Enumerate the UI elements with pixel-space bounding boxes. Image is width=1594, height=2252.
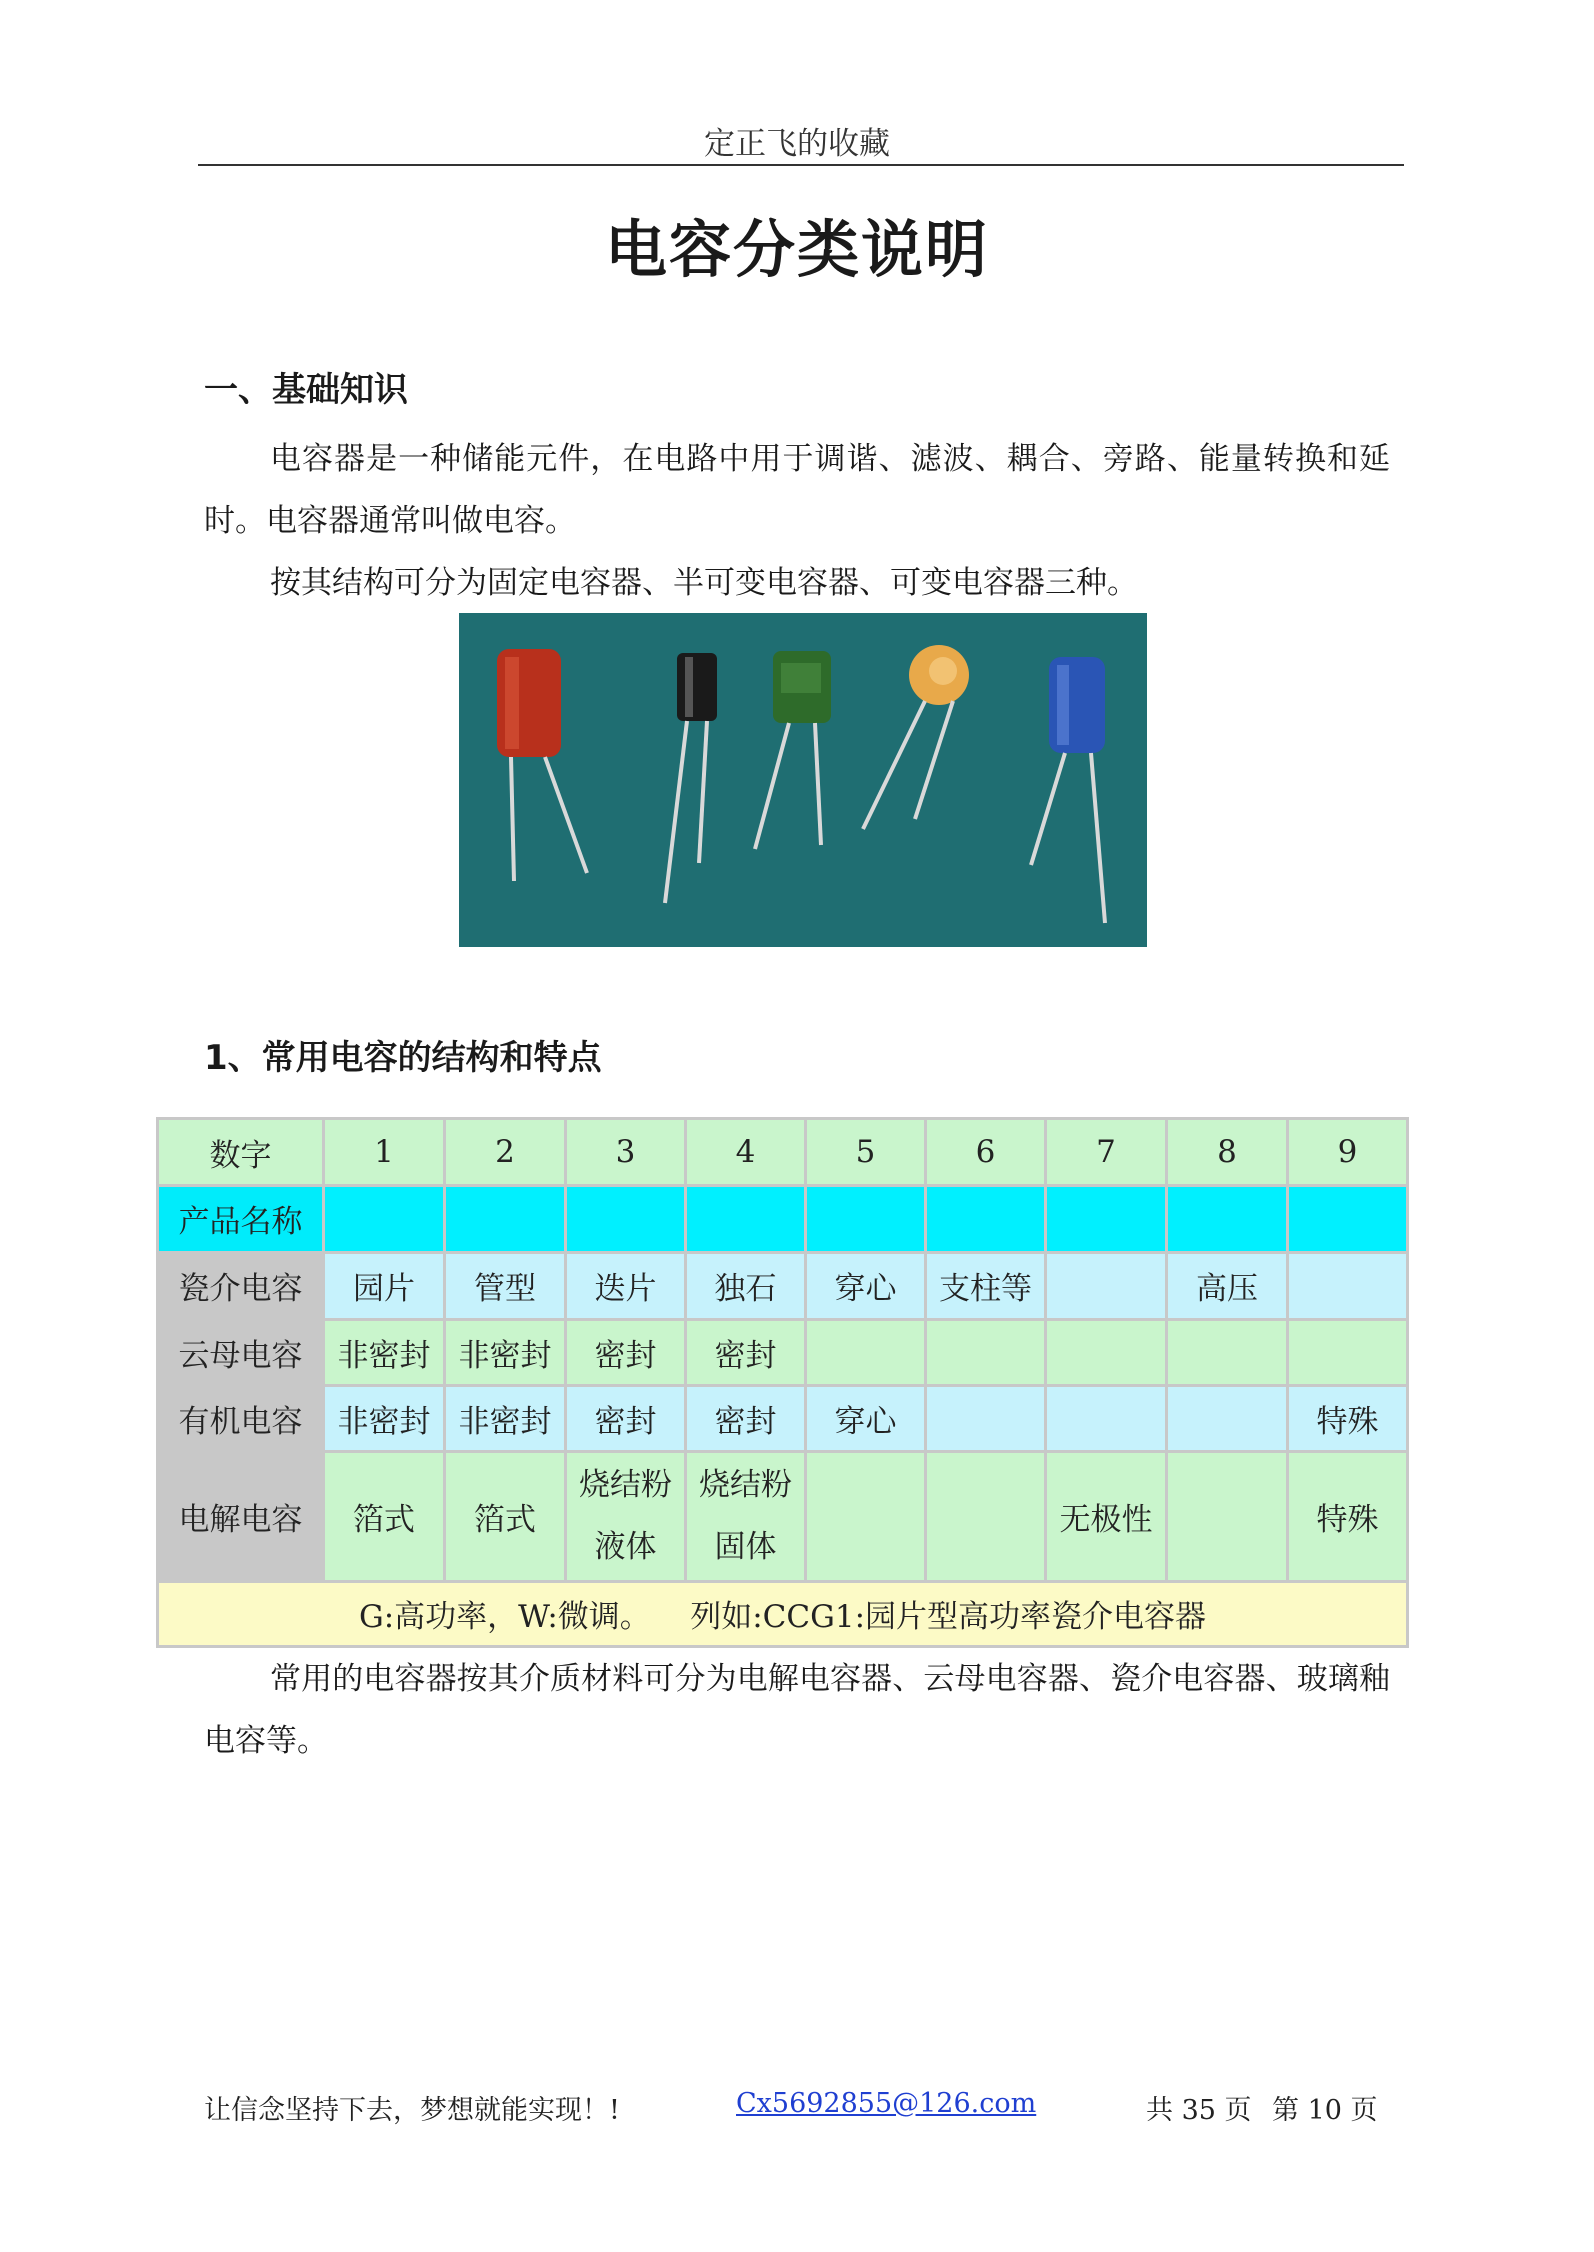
table-cell bbox=[1167, 1386, 1288, 1452]
capacitor-classification-table bbox=[156, 1117, 1409, 1648]
table-cell: 园片 bbox=[324, 1252, 445, 1319]
table-cell bbox=[1167, 1452, 1288, 1581]
table-cell bbox=[1046, 1319, 1167, 1385]
table-header-cell: 3 bbox=[566, 1119, 686, 1186]
table-header-row bbox=[158, 1119, 1408, 1186]
table-note: G:高功率，W:微调。 列如:CCG1:园片型高功率瓷介电容器 bbox=[158, 1581, 1408, 1646]
footer-total-pages: 共 35 页 bbox=[1146, 2095, 1252, 2126]
section-heading-basics: 一、基础知识 bbox=[204, 370, 408, 410]
header-divider bbox=[198, 164, 1404, 166]
table-cell bbox=[806, 1319, 926, 1385]
table-cell: 穿心 bbox=[806, 1386, 926, 1452]
table-cell bbox=[566, 1452, 686, 1581]
table-header-cell: 2 bbox=[445, 1119, 566, 1186]
document-title: 电容分类说明 bbox=[604, 213, 989, 286]
table-row bbox=[158, 1319, 1408, 1385]
footer-motto: 让信念坚持下去，梦想就能实现！! bbox=[204, 2095, 620, 2126]
footer-email-link[interactable]: Cx5692855@126.com bbox=[736, 2088, 1037, 2119]
table-cell: 高压 bbox=[1167, 1252, 1288, 1319]
table-cell: 特殊 bbox=[1288, 1452, 1408, 1581]
table-cell: 支柱等 bbox=[926, 1252, 1046, 1319]
cell-line: 液体 bbox=[594, 1529, 657, 1566]
table-cell bbox=[806, 1186, 926, 1252]
table-cell bbox=[1167, 1319, 1288, 1385]
table-header-cell: 6 bbox=[926, 1119, 1046, 1186]
cell-line: 固体 bbox=[714, 1529, 777, 1566]
cell-line: 烧结粉 bbox=[579, 1467, 672, 1504]
table-cell bbox=[1288, 1319, 1408, 1385]
table-cell: 密封 bbox=[566, 1386, 686, 1452]
table-cell: 独石 bbox=[686, 1252, 806, 1319]
table-cell: 特殊 bbox=[1288, 1386, 1408, 1452]
table-cell: 非密封 bbox=[445, 1319, 566, 1385]
table-cell: 有机电容 bbox=[158, 1386, 324, 1452]
table-cell bbox=[1046, 1186, 1167, 1252]
table-cell bbox=[1288, 1186, 1408, 1252]
table-cell: 云母电容 bbox=[158, 1319, 324, 1385]
table-cell: 密封 bbox=[686, 1319, 806, 1385]
paragraph-definition: 电容器是一种储能元件，在电路中用于调谐、滤波、耦合、旁路、能量转换和延时。电容器通常叫做电容。 bbox=[204, 441, 1390, 539]
table-cell: 箔式 bbox=[324, 1452, 445, 1581]
table-cell: 瓷介电容 bbox=[158, 1252, 324, 1319]
table-row bbox=[158, 1186, 1408, 1252]
table-cell bbox=[926, 1319, 1046, 1385]
table-header-cell: 8 bbox=[1167, 1119, 1288, 1186]
table-cell: 迭片 bbox=[566, 1252, 686, 1319]
page-header-title: 定正飞的收藏 bbox=[704, 126, 890, 162]
table-cell: 密封 bbox=[566, 1319, 686, 1385]
table-cell bbox=[926, 1386, 1046, 1452]
table-cell bbox=[445, 1186, 566, 1252]
table-cell: 非密封 bbox=[445, 1386, 566, 1452]
section-heading-structure: 1、常用电容的结构和特点 bbox=[204, 1038, 602, 1078]
table-header-cell: 1 bbox=[324, 1119, 445, 1186]
table-cell: 穿心 bbox=[806, 1252, 926, 1319]
table-cell bbox=[1046, 1252, 1167, 1319]
table-cell bbox=[1046, 1386, 1167, 1452]
table-cell: 非密封 bbox=[324, 1386, 445, 1452]
footer-current-page: 第 10 页 bbox=[1272, 2095, 1378, 2126]
table-header-cell: 数字 bbox=[158, 1119, 324, 1186]
table-cell: 非密封 bbox=[324, 1319, 445, 1385]
table-cell bbox=[806, 1452, 926, 1581]
table-cell bbox=[926, 1452, 1046, 1581]
table-header-cell: 5 bbox=[806, 1119, 926, 1186]
table-cell: 管型 bbox=[445, 1252, 566, 1319]
table-cell bbox=[324, 1186, 445, 1252]
table-row bbox=[158, 1252, 1408, 1319]
paragraph-structure-types: 按其结构可分为固定电容器、半可变电容器、可变电容器三种。 bbox=[270, 565, 1138, 601]
capacitors-photo bbox=[459, 613, 1147, 947]
table-row bbox=[158, 1452, 1408, 1581]
table-cell: 无极性 bbox=[1046, 1452, 1167, 1581]
paragraph-dielectric-types: 常用的电容器按其介质材料可分为电解电容器、云母电容器、瓷介电容器、玻璃釉电容等。 bbox=[204, 1661, 1390, 1759]
table-header-cell: 7 bbox=[1046, 1119, 1167, 1186]
table-header-cell: 9 bbox=[1288, 1119, 1408, 1186]
table-cell bbox=[1167, 1186, 1288, 1252]
table-row bbox=[158, 1386, 1408, 1452]
table-header-cell: 4 bbox=[686, 1119, 806, 1186]
cell-line: 烧结粉 bbox=[699, 1467, 792, 1504]
table-cell bbox=[686, 1186, 806, 1252]
table-note-row bbox=[158, 1581, 1408, 1646]
table-cell: 密封 bbox=[686, 1386, 806, 1452]
table-cell bbox=[686, 1452, 806, 1581]
table-cell: 产品名称 bbox=[158, 1186, 324, 1252]
table-cell bbox=[1288, 1252, 1408, 1319]
table-cell bbox=[566, 1186, 686, 1252]
table-cell: 箔式 bbox=[445, 1452, 566, 1581]
table-cell bbox=[926, 1186, 1046, 1252]
table-cell: 电解电容 bbox=[158, 1452, 324, 1581]
